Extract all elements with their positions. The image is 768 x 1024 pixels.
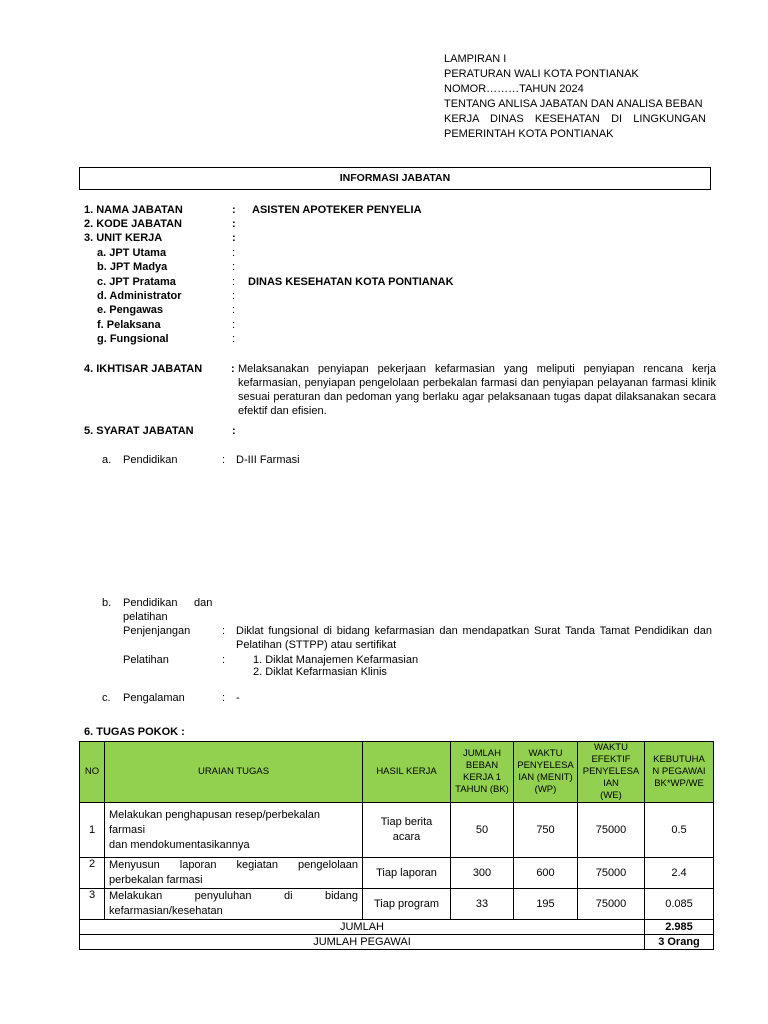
pengalaman-value: - <box>236 692 240 704</box>
nama-jabatan-value: ASISTEN APOTEKER PENYELIA <box>252 204 422 216</box>
header-line-3: NOMOR………TAHUN 2024 <box>444 83 584 95</box>
header-line-1: LAMPIRAN I <box>444 53 507 65</box>
jumlah-label: JUMLAH <box>80 920 645 935</box>
col-waktu-line: WAKTU <box>528 748 563 759</box>
jpt-utama-colon: : <box>232 247 236 259</box>
pelaksana-colon: : <box>232 319 236 331</box>
pelatihan-label-2: pelatihan <box>123 611 168 623</box>
header-line-2: PERATURAN WALI KOTA PONTIANAK <box>444 68 639 80</box>
penjenjangan-line-1: Diklat fungsional di bidang kefarmasian dan mendapatkan Surat Tanda Tamat Pendidikan dan <box>236 625 712 637</box>
row-bk: 50 <box>451 803 514 858</box>
col-jumlah-line: JUMLAH <box>462 748 501 759</box>
col-uraian: URAIAN TUGAS <box>105 742 363 803</box>
pengawas-label: e. Pengawas <box>97 304 164 316</box>
row-uraian <box>105 858 363 889</box>
row-kebutuhan: 2.4 <box>645 858 714 889</box>
nama-colon: : <box>232 204 236 216</box>
info-title-box: INFORMASI JABATAN <box>79 167 711 190</box>
col-no: NO <box>80 742 105 803</box>
table-row <box>80 803 714 858</box>
pelatihan-item-2: 2. Diklat Kefarmasian Klinis <box>253 666 387 678</box>
col-hasil: HASIL KERJA <box>363 742 451 803</box>
pengawas-colon: : <box>232 304 236 316</box>
kode-jabatan-label: 2. KODE JABATAN <box>84 218 182 230</box>
pengalaman-label: Pengalaman <box>123 692 185 704</box>
row-we: 75000 <box>578 889 645 920</box>
row-we: 75000 <box>578 803 645 858</box>
table-header-row <box>80 742 714 803</box>
jpt-madya-colon: : <box>232 261 236 273</box>
pelatihan-label-1: Pendidikan <box>123 597 178 609</box>
row-wp: 195 <box>514 889 578 920</box>
row-wp: 600 <box>514 858 578 889</box>
tugas-pokok-title: 6. TUGAS POKOK : <box>84 726 185 738</box>
ikhtisar-line-1: Melaksanakan penyiapan pekerjaan kefarmasian yang meliputi penyiapan rencana kerja <box>238 363 716 375</box>
tugas-pokok-table <box>79 741 714 950</box>
jpt-pratama-value: DINAS KESEHATAN KOTA PONTIANAK <box>248 276 454 288</box>
col-jumlah-line: TAHUN (BK) <box>455 784 509 795</box>
penjenjangan-line-2: Pelatihan (STTPP) atau sertifikat <box>236 639 397 651</box>
pelatihan-letter: b. <box>102 597 112 609</box>
pengalaman-letter: c. <box>102 692 111 704</box>
penjenjangan-text <box>236 624 712 652</box>
row-hasil: Tiap laporan <box>363 858 451 889</box>
row-uraian <box>105 803 363 858</box>
fungsional-label: g. Fungsional <box>97 333 169 345</box>
jpt-pratama-label: c. JPT Pratama <box>97 276 176 288</box>
col-waktu-line: (WP) <box>534 784 557 795</box>
ikhtisar-colon: : <box>231 363 235 375</box>
unit-kerja-label: 3. UNIT KERJA <box>84 232 163 244</box>
administrator-label: d. Administrator <box>97 290 182 302</box>
col-efektif-line: PENYELESA <box>582 766 640 777</box>
row-bk: 33 <box>451 889 514 920</box>
pendidikan-letter: a. <box>102 454 112 466</box>
jpt-madya-label: b. JPT Madya <box>97 261 168 273</box>
pendidikan-value: D-III Farmasi <box>236 454 300 466</box>
col-waktu-line: IAN (MENIT) <box>518 772 573 783</box>
pelatihan-item-1: 1. Diklat Manajemen Kefarmasian <box>253 654 419 666</box>
jumlah-pegawai-value: 3 Orang <box>645 935 714 950</box>
administrator-colon: : <box>232 290 236 302</box>
col-kebutuhan-line: N PEGAWAI <box>652 766 706 777</box>
col-kebutuhan <box>645 742 714 803</box>
row-uraian-line: Melakukan penghapusan resep/perbekalan farmasi <box>109 808 320 836</box>
header-line-5: KERJA DINAS KESEHATAN DI LINGKUNGAN <box>444 113 706 125</box>
penjenjangan-colon: : <box>222 625 226 637</box>
penjenjangan-label: Penjenjangan <box>123 625 191 637</box>
pendidikan-label: Pendidikan <box>123 454 178 466</box>
row-wp: 750 <box>514 803 578 858</box>
col-kebutuhan-line: KEBUTUHA <box>653 754 705 765</box>
col-waktu-efektif <box>578 742 645 803</box>
jumlah-pegawai-row <box>80 935 714 950</box>
jumlah-row <box>80 920 714 935</box>
col-efektif-line: EFEKTIF <box>591 754 631 765</box>
row-uraian-line: perbekalan farmasi <box>109 874 203 886</box>
jumlah-value: 2.985 <box>645 920 714 935</box>
pengalaman-colon: : <box>222 692 226 704</box>
header-line-4: TENTANG ANLISA JABATAN DAN ANALISA BEBAN <box>444 98 703 110</box>
row-kebutuhan: 0.5 <box>645 803 714 858</box>
col-waktu-line: PENYELESA <box>517 760 574 771</box>
unit-colon: : <box>232 232 236 244</box>
ikhtisar-line-4: efektif dan efisien. <box>238 405 327 417</box>
ikhtisar-label: 4. IKHTISAR JABATAN <box>84 363 203 375</box>
syarat-label: 5. SYARAT JABATAN <box>84 425 194 437</box>
table-row <box>80 889 714 920</box>
row-uraian-line: dan mendokumentasikannya <box>109 838 250 851</box>
ikhtisar-line-3: sesuai peraturan dan pedoman yang berlaku agar pelaksanaan tugas dapat dilaksanakan secara <box>238 391 716 403</box>
header-line-6: PEMERINTAH KOTA PONTIANAK <box>444 128 614 140</box>
jpt-utama-label: a. JPT Utama <box>97 247 167 259</box>
col-jumlah-beban <box>451 742 514 803</box>
ikhtisar-text <box>238 362 716 418</box>
jumlah-pegawai-label: JUMLAH PEGAWAI <box>80 935 645 950</box>
pelatihan-sub-label: Pelatihan <box>123 654 169 666</box>
col-jumlah-line: BEBAN <box>465 760 499 771</box>
row-no: 2 <box>80 858 105 889</box>
col-efektif-line: (WE) <box>600 790 622 801</box>
pelatihan-label-dan: dan <box>194 597 213 609</box>
row-uraian-line: Melakukan penyuluhan di bidang <box>109 890 358 902</box>
row-hasil <box>363 803 451 858</box>
jpt-pratama-colon: : <box>232 276 236 288</box>
document-header <box>444 52 706 142</box>
row-uraian-line: kefarmasian/kesehatan <box>109 905 223 917</box>
ikhtisar-line-2: kefarmasian, penyiapan pengelolaan perbekalan farmasi dan penyiapan pelayanan farmasi klinik <box>238 377 716 389</box>
syarat-colon: : <box>232 425 236 437</box>
row-no: 1 <box>80 803 105 858</box>
col-kebutuhan-line: BK*WP/WE <box>654 778 704 789</box>
row-hasil: Tiap program <box>363 889 451 920</box>
nama-jabatan-label: 1. NAMA JABATAN <box>84 204 183 216</box>
row-kebutuhan: 0.085 <box>645 889 714 920</box>
col-waktu <box>514 742 578 803</box>
row-bk: 300 <box>451 858 514 889</box>
row-no: 3 <box>80 889 105 920</box>
row-hasil-line: Tiap berita <box>380 816 433 828</box>
fungsional-colon: : <box>232 333 236 345</box>
col-efektif-line: WAKTU <box>594 742 628 753</box>
pelaksana-label: f. Pelaksana <box>97 319 161 331</box>
pendidikan-colon: : <box>222 454 226 466</box>
row-uraian <box>105 889 363 920</box>
kode-colon: : <box>232 218 236 230</box>
table-row <box>80 858 714 889</box>
col-efektif-line: IAN <box>603 778 619 789</box>
col-jumlah-line: KERJA 1 <box>462 772 502 783</box>
row-we: 75000 <box>578 858 645 889</box>
pelatihan-sub-colon: : <box>222 654 226 666</box>
row-hasil-line: acara <box>392 831 421 843</box>
row-uraian-line: Menyusun laporan kegiatan pengelolaan <box>109 859 358 871</box>
